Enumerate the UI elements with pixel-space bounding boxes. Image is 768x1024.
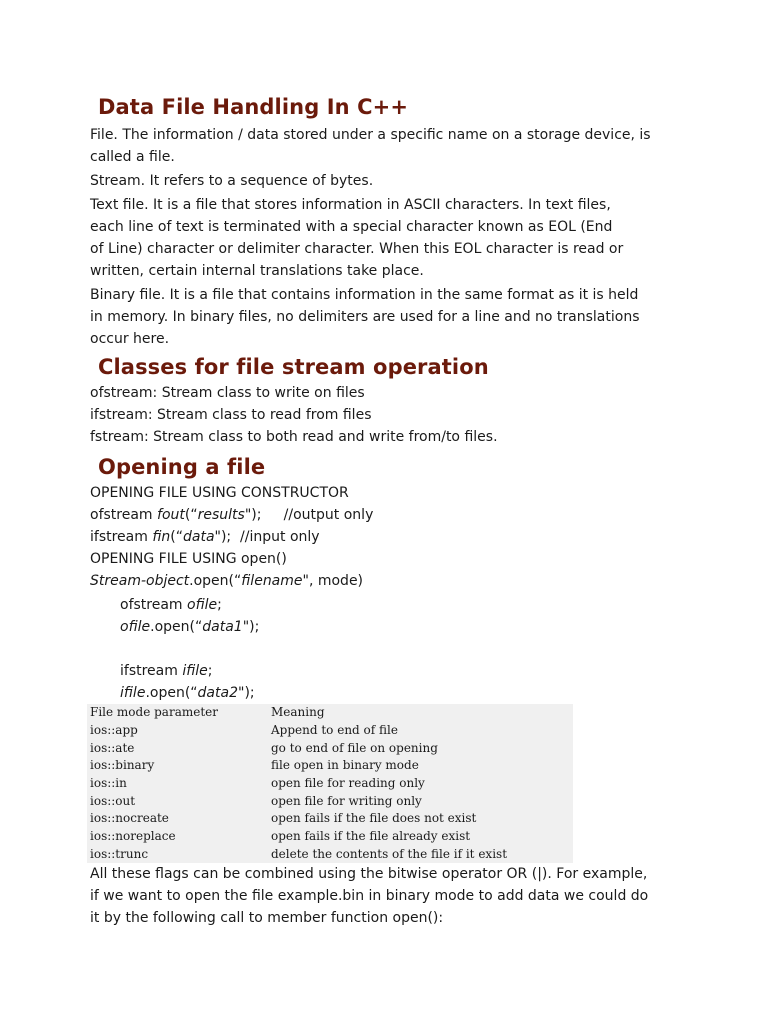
- table-row: ios::binary file open in binary mode: [90, 758, 419, 773]
- list-item: ofstream: Stream class to write on files: [90, 385, 365, 401]
- list-item: ifstream: Stream class to read from files: [90, 407, 372, 423]
- closing-paragraph: All these flags can be combined using the bitwise operator OR (|). For example, if we want to open the file example.bin in binary mode to add data we could do it by the following call to member function open():: [90, 866, 649, 927]
- file-mode-table: [87, 704, 573, 863]
- class-list: [90, 382, 690, 448]
- table-row: ios::in open file for reading only: [90, 776, 425, 791]
- list-item: fstream: Stream class to both read and write from/to files.: [90, 429, 498, 445]
- definition-text-file: Text file. It is a file that stores information in ASCII characters. In text files, each line of text is terminated with a special character known as EOL (End of Line) character or delimiter character. When this EOL character is read or written, certain internal translations take place.: [90, 197, 624, 279]
- definition-file: File. The information / data stored under a specific name on a storage device, is called a file.: [90, 127, 651, 165]
- code-line: ofile.open(“data1");: [120, 619, 260, 635]
- definition-binary-file: Binary file. It is a file that contains information in the same format as it is held in memory. In binary files, no delimiters are used for a line and no translations occur here.: [90, 287, 640, 347]
- code-line: ifstream fin(“data"); //input only: [90, 529, 320, 545]
- definition-stream: Stream. It refers to a sequence of bytes.: [90, 173, 374, 189]
- page-title: Data File Handling In C++: [98, 95, 409, 119]
- code-line: ofstream fout(“results"); //output only: [90, 507, 374, 523]
- table-row: ios::trunc delete the contents of the file if it exist: [90, 846, 508, 861]
- section-title-opening: Opening a file: [98, 455, 266, 479]
- code-line: Stream-object.open(“filename", mode): [90, 573, 364, 589]
- table-header-row: [87, 704, 573, 722]
- definitions: [90, 124, 690, 350]
- section-title-classes: Classes for file stream operation: [98, 355, 489, 379]
- table-row: ios::app Append to end of file: [90, 723, 398, 738]
- table-row: ios::noreplace open fails if the file already exist: [90, 829, 471, 844]
- column-header: File mode parameter: [90, 705, 218, 720]
- column-header: Meaning: [271, 705, 325, 720]
- table-row: ios::nocreate open fails if the file does not exist: [90, 811, 477, 826]
- table-row: ios::out open file for writing only: [90, 793, 422, 808]
- code-line: ifstream ifile;: [120, 663, 213, 679]
- document-body: [90, 92, 690, 929]
- opening-code: [90, 482, 690, 704]
- code-line: ofstream ofile;: [120, 597, 222, 613]
- open-heading: OPENING FILE USING open(): [90, 551, 287, 567]
- code-line: ifile.open(“data2");: [120, 685, 255, 701]
- constructor-heading: OPENING FILE USING CONSTRUCTOR: [90, 485, 349, 501]
- table-row: ios::ate go to end of file on opening: [90, 740, 438, 755]
